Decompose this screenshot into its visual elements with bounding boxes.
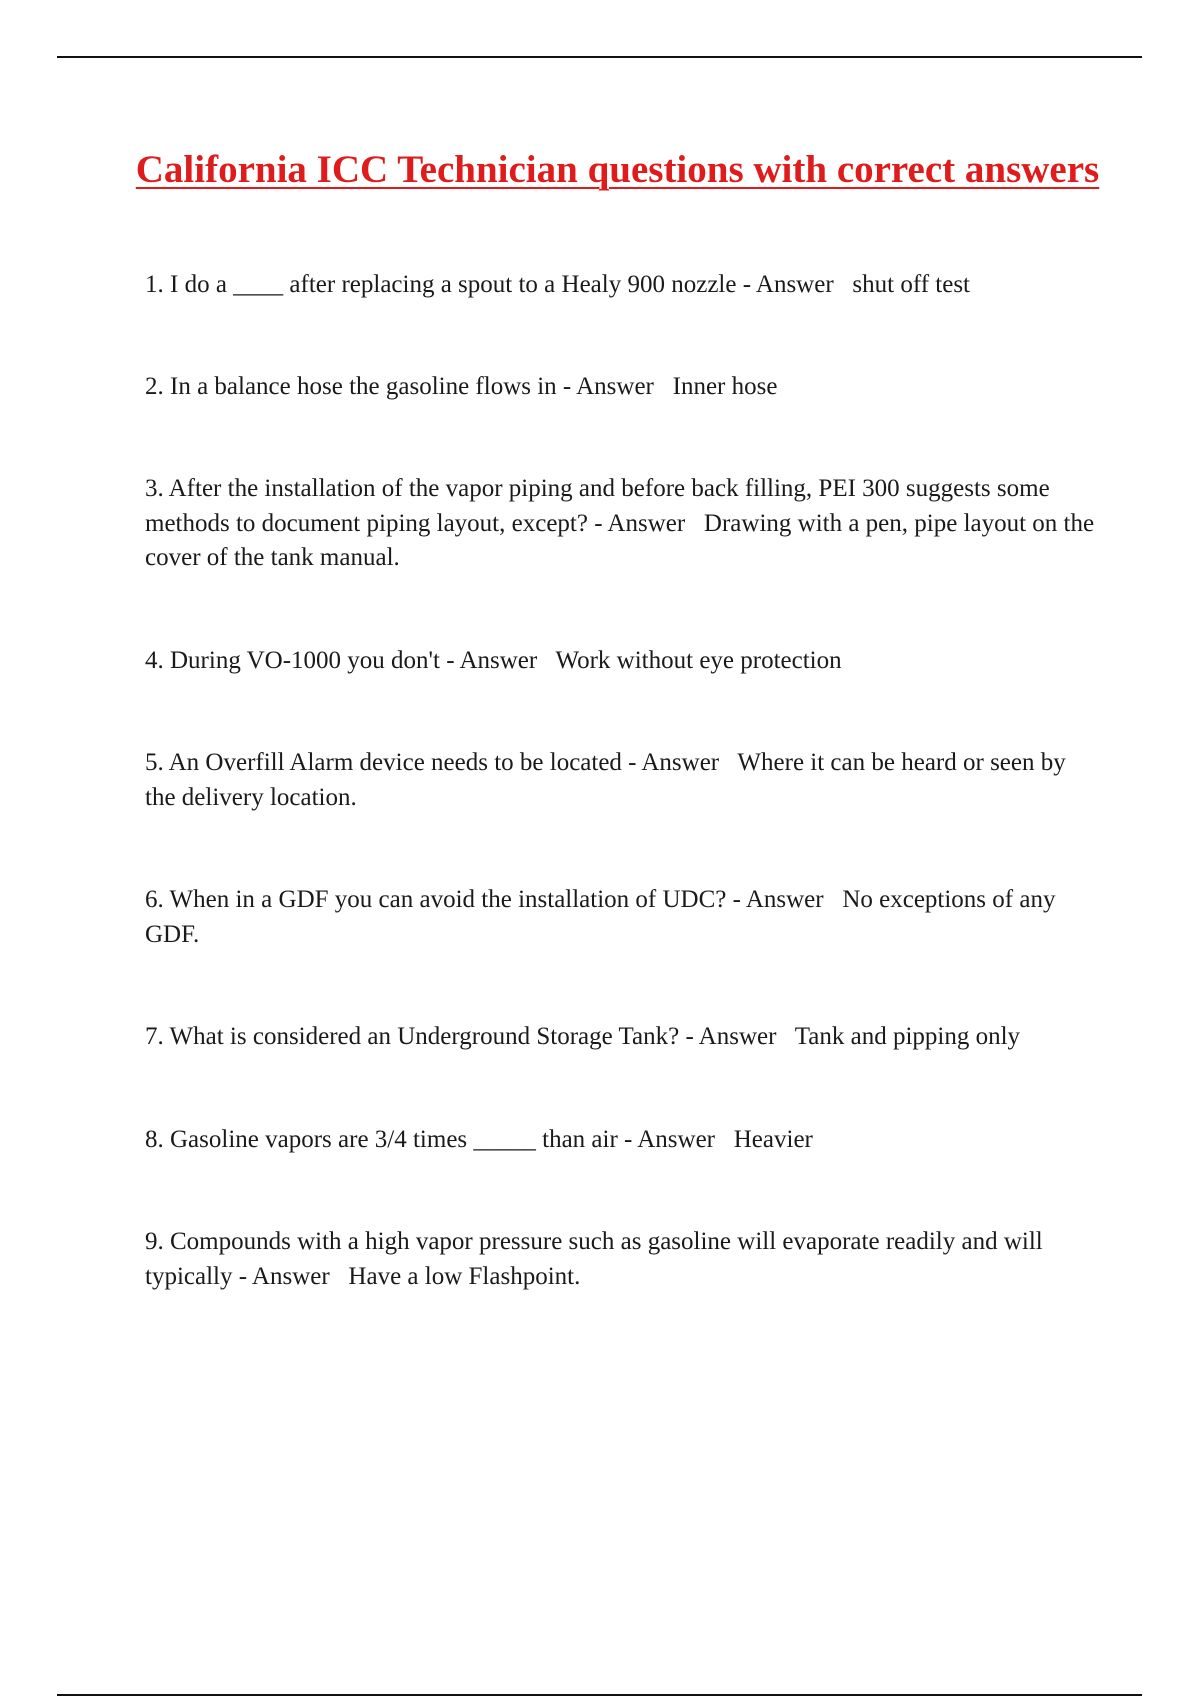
top-rule <box>57 56 1142 58</box>
qa-item-4: 4. During VO-1000 you don't - Answer Work without eye protection <box>145 646 842 674</box>
qa-item-5: 5. An Overfill Alarm device needs to be located - Answer Where it can be heard or seen by the delivery location. <box>145 749 1072 811</box>
qa-item-6: 6. When in a GDF you can avoid the installation of UDC? - Answer No exceptions of any GDF. <box>145 886 1062 948</box>
qa-list <box>145 268 1101 1362</box>
qa-item-1: 1. I do a ____ after replacing a spout to a Healy 900 nozzle - Answer shut off test <box>145 271 970 298</box>
page-title: California ICC Technician questions with correct answers <box>135 148 1100 191</box>
qa-item-7: 7. What is considered an Underground Storage Tank? - Answer Tank and pipping only <box>145 1023 1021 1050</box>
qa-item-2: 2. In a balance hose the gasoline flows in - Answer Inner hose <box>145 372 778 400</box>
qa-item-8: 8. Gasoline vapors are 3/4 times _____ than air - Answer Heavier <box>145 1125 813 1153</box>
qa-item-9: 9. Compounds with a high vapor pressure such as gasoline will evaporate readily and will typically - Answer Have a low Flashpoint. <box>145 1228 1049 1290</box>
qa-item-3: 3. After the installation of the vapor piping and before back filling, PEI 300 suggests some methods to document piping layout, except? - Answer Drawing with a pen, pipe layout on the cover of the tank manual. <box>145 475 1101 571</box>
bottom-rule <box>57 1694 1142 1696</box>
